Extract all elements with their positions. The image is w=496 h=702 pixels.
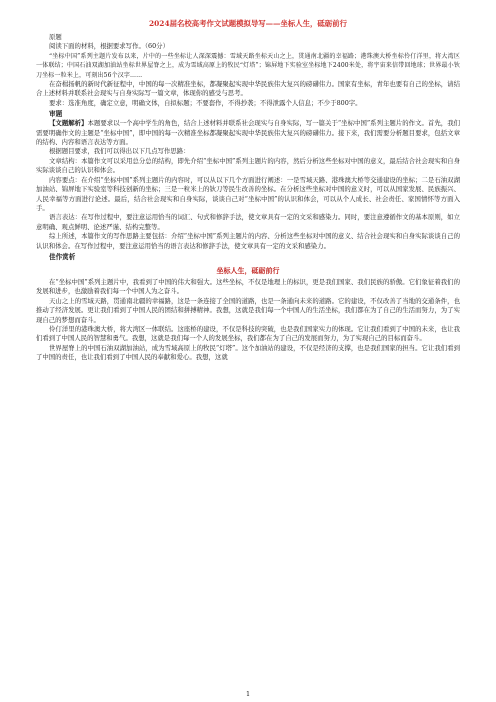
document-title: 2024届名校高考作文试题模拟导写——坐标人生，砥砺前行 [149,19,347,28]
material-paragraph: 在奋楫扬帆的新时代新征程中，中国的每一次精准坐标，都凝聚起实现中华民族伟大复兴的磅礴伟力。国家有坐标，青年也要有自己的坐标，请结合上述材料并联系社会现实与自身实际写一篇文章，体现你的感受与思考。 [36,80,460,98]
page-number: 1 [245,690,251,698]
question-label: 原题 [49,33,62,41]
essay-title: 坐标人生，砥砺前行 [216,265,280,275]
analysis-text: 本题要求以一个高中学生的角色，结合上述材料并联系社会现实与自身实际，写一篇关于“坐标中国”系列主题片的作文。首先，我们需要明确作文的主题是“坐标中国”，即中国的每一次精准坐标都凝聚起实现中华民族伟大复兴的磅礴伟力。接下来，我们需要分析题目要求，包括文章的结构、内容和语言表达等方面。 [36,119,460,147]
essay-paragraph: 伶仃洋里的港珠澳大桥，将大湾区一体联结。这座桥的建设，不仅是科技的突破，也是我们国家实力的体现。它让我们看到了中国的未来，也让我们看到了中国人民的智慧和勇气。我想，这就是我们每一个人的发展坐标，我们都在为了自己的发展而努力，为了实现自己的目标而奋斗。 [36,324,460,343]
essay-heading: 佳作赏析 [49,252,76,261]
analysis-paragraph [36,119,460,147]
requirements-text: 要求：选准角度，确定立意，明确文体，自拟标题；不要套作，不得抄袭；不得泄露个人信息；不少于800字。 [49,98,362,107]
structure-intro: 根据题目要求，我们可以得出以下几点写作思路： [49,147,190,156]
essay-paragraph: 世界屋脊上的中国石油双湖加油站，成为雪域高原上的牧民“灯塔”。这个加油站的建设，不仅是经济的支撑，也是我们国家的担当。它让我们看到了中国的责任，也让我们看到了中国人民的奉献和爱心。我想，这就 [36,343,460,362]
analysis-heading: 审题 [49,110,63,119]
material-paragraph: “坐标中国”系列主题片发布以来，片中的一些坐标让人深深震撼：雪域天路坐标天山之上，贯通南北疆的幸福路；港珠澳大桥坐标伶仃洋里，将大湾区一体联结；中国石油双湖加油站坐标世界屋脊之上，成为雪域高原上的牧民“灯塔”；锦屏地下实验室坐标地下2400米处，将宇宙来信带回地球；世界最小钬刀坐标一粒米上，可刻出56个汉字…… [36,52,460,79]
analysis-label: 【文题解析】 [49,119,88,128]
instruction-text: 阅读下面的材料，根据要求写作。（60分） [49,42,169,51]
essay-paragraph: 天山之上的雪域天路，贯通南北疆的幸福路，这是一条连接了全国的道路，也是一条通向未来的道路。它的建设，不仅改善了当地的交通条件，也推动了经济发展。更让我们看到了中国人民的团结和拼搏精神。我想，这就是我们每一个中国人的生活坐标，我们都在为了自己的生活而努力，为了实现自己的梦想而奋斗。 [36,296,460,324]
content-paragraph: 内容要点：在介绍“坐标中国”系列主题片的内容时，可以从以下几个方面进行阐述：一是雪域天路、港珠澳大桥等交通建设的坐标；二是石油双湖加油站、锦屏地下实验室等科技创新的坐标；三是一粒米上的钬刀等民生改善的坐标。在分析这些坐标对中国的意义时，可以从国家发展、民族振兴、人民幸福等方面进行论述。最后，结合社会现实和自身实际，谈谈自己对“坐标中国”的认识和体会，可以从个人成长、社会责任、家国情怀等方面入手。 [36,175,460,212]
structure-paragraph: 文章结构：本篇作文可以采用总分总的结构，即先介绍“坐标中国”系列主题片的内容，然后分析这些坐标对中国的意义，最后结合社会现实和自身实际谈谈自己的认识和体会。 [36,156,460,175]
language-paragraph: 语言表达：在写作过程中，要注意运用恰当的词汇、句式和修辞手法，使文章具有一定的文采和感染力。同时，要注意遵循作文的基本原则，如立意明确、观点鲜明、论述严谨、结构完整等。 [36,213,460,231]
summary-paragraph: 综上所述，本篇作文的写作思路主要包括：介绍“坐标中国”系列主题片的内容、分析这些坐标对中国的意义、结合社会现实和自身实际谈谈自己的认识和体会。在写作过程中，要注意运用恰当的语言表达和修辞手法，使文章具有一定的文采和感染力。 [36,232,460,250]
essay-paragraph: 在“坐标中国”系列主题片中，我看到了中国的伟大和强大。这些坐标，不仅是地理上的标识，更是我们国家、我们民族的骄傲。它们象征着我们的发展和进步，也激励着我们每一个中国人为之奋斗。 [36,277,460,296]
